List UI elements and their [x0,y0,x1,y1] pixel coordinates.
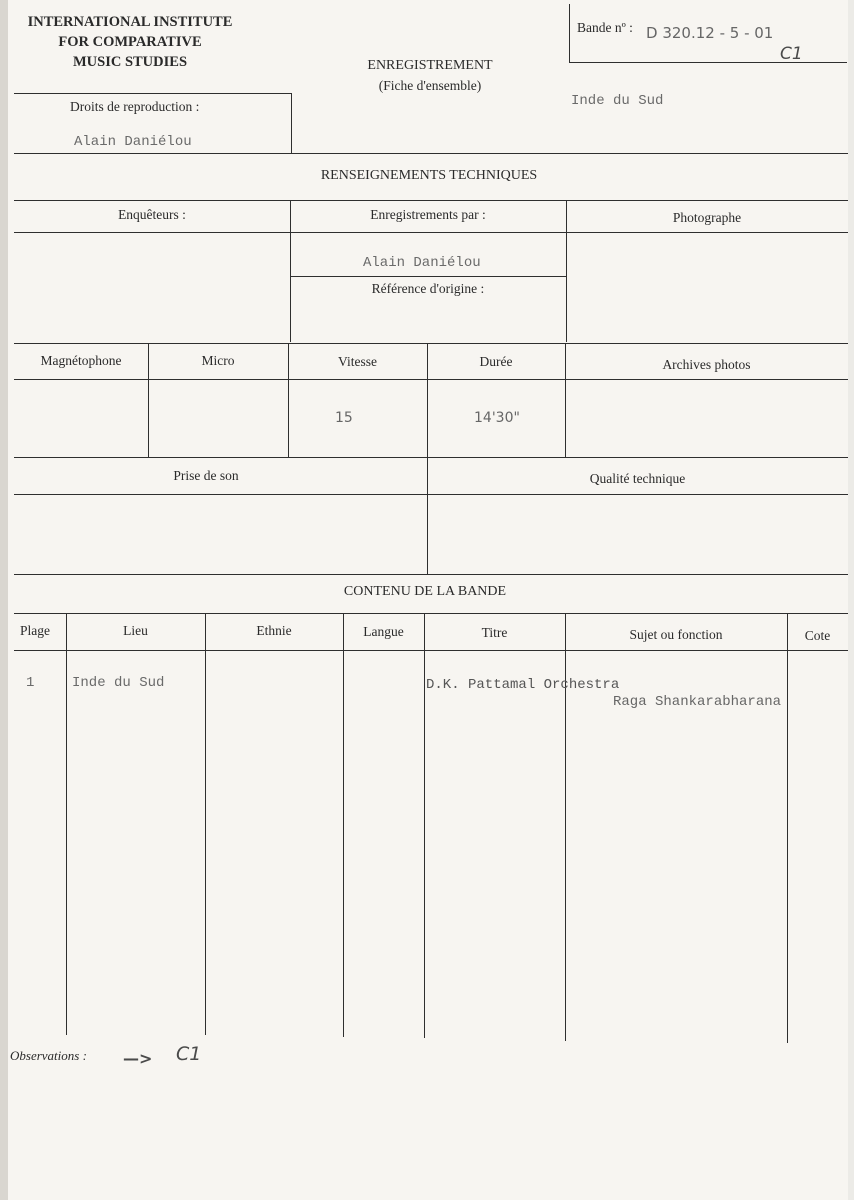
observations-value: C1 [176,1043,202,1065]
vitesse-label: Vitesse [338,354,377,369]
institute-line-2: FOR COMPARATIVE [58,34,202,50]
line-equip-header-bottom [14,379,848,380]
institute-line-1: INTERNATIONAL INSTITUTE [27,14,233,30]
observations-label: Observations : [10,1048,87,1063]
row-1-lieu: Inde du Sud [72,675,165,691]
micro-label: Micro [201,353,235,368]
technical-section-title: RENSEIGNEMENTS TECHNIQUES [320,168,538,183]
region-value: Inde du Sud [571,93,664,109]
enregistrements-label: Enregistrements par : [370,207,486,222]
enregistrements-value: Alain Daniélou [363,255,481,271]
col-header-lieu: Lieu [123,623,148,638]
institute-line-3: MUSIC STUDIES [72,54,188,70]
contents-divider-2 [205,613,206,1035]
line-after-rights [14,153,848,154]
rights-value: Alain Daniélou [74,134,192,150]
col-header-cote: Cote [804,628,831,643]
duree-label: Durée [479,354,513,369]
paper-edge-right [848,0,854,1200]
form-subtitle: (Fiche d'ensemble) [378,78,482,93]
col-header-plage: Plage [20,623,50,638]
contents-divider-4 [424,613,425,1038]
bande-extra: C1 [780,44,803,64]
duree-value: 14'30" [474,410,520,426]
contents-section-title: CONTENU DE LA BANDE [343,584,507,599]
col-header-langue: Langue [363,624,404,639]
row-1-plage: 1 [26,675,35,691]
col-header-titre: Titre [481,625,508,640]
bande-label: Bande nº : [577,20,633,35]
paper-edge-left [0,0,8,1200]
prise-de-son-label: Prise de son [173,468,239,483]
bande-box-left [569,4,570,62]
row-1-sujet: Raga Shankarabharana [613,694,782,710]
line-equip-top [14,343,848,344]
enqueteurs-label: Enquêteurs : [118,207,186,222]
rights-top-line [14,93,292,94]
photographe-label: Photographe [672,210,742,225]
line-contents-header-bottom [14,650,848,651]
contents-divider-3 [343,613,344,1037]
rights-right-line [291,93,292,153]
line-contents-top [14,613,848,614]
contents-divider-1 [66,613,67,1035]
observations-arrow: —> [123,1049,153,1068]
line-under-enregistrements [290,276,566,277]
line-son-bottom [14,574,848,575]
col-header-sujet: Sujet ou fonction [629,627,723,642]
reference-label: Référence d'origine : [371,281,485,296]
form-title: ENREGISTREMENT [367,58,493,73]
bande-box-bottom [569,62,847,63]
line-tech-top [14,200,848,201]
qualite-label: Qualité technique [589,471,686,486]
rights-label: Droits de reproduction : [70,99,200,114]
line-son-header-bottom [14,494,848,495]
row-1-titre: D.K. Pattamal Orchestra [426,677,620,693]
col-header-ethnie: Ethnie [256,623,292,638]
contents-divider-6 [787,613,788,1043]
line-tech-header-bottom [14,232,848,233]
vitesse-value: 15 [335,410,353,426]
bande-number: D 320.12 - 5 - 01 [646,24,774,42]
archives-label: Archives photos [662,357,751,372]
line-son-top [14,457,848,458]
magnetophone-label: Magnétophone [40,353,122,368]
